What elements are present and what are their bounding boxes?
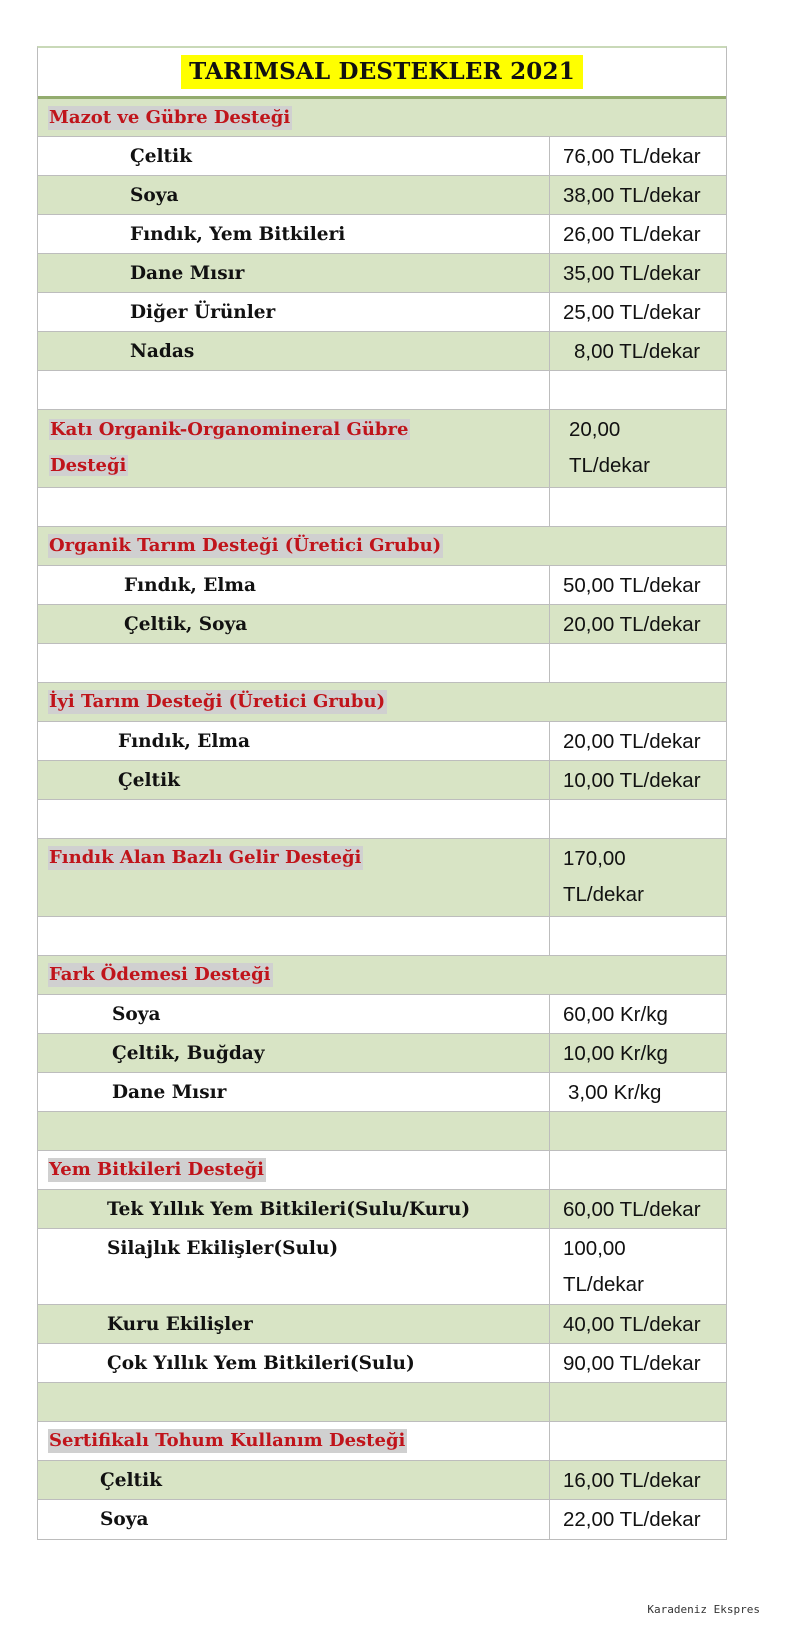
- item-name: Soya: [130, 185, 179, 206]
- section-header-row: [38, 956, 726, 995]
- section-header-fark: Fark Ödemesi Desteği: [49, 964, 271, 985]
- source-watermark: Karadeniz Ekspres: [647, 1603, 760, 1616]
- item-name: Fındık, Elma: [118, 731, 250, 752]
- item-name: Çeltik, Buğday: [112, 1043, 265, 1064]
- section-header-row: [38, 99, 726, 137]
- item-name: Fındık, Yem Bitkileri: [130, 224, 346, 245]
- table-row: [38, 839, 726, 917]
- item-value: 3,00 Kr/kg: [568, 1081, 662, 1104]
- item-name: Çeltik, Soya: [124, 614, 248, 635]
- item-value: 16,00 TL/dekar: [563, 1469, 701, 1492]
- item-value: 10,00 Kr/kg: [563, 1042, 668, 1065]
- item-value: [563, 1231, 683, 1303]
- item-name: Nadas: [130, 341, 195, 362]
- page-title: TARIMSAL DESTEKLER 2021: [181, 55, 583, 89]
- section-header-row: [38, 1422, 726, 1461]
- section-header-organik: Organik Tarım Desteği (Üretici Grubu): [49, 535, 442, 556]
- value-line: 20,00: [569, 418, 621, 441]
- section-header-organomineral: [48, 412, 471, 484]
- item-name: Çok Yıllık Yem Bitkileri(Sulu): [107, 1353, 415, 1374]
- value-line: TL/dekar: [569, 454, 650, 477]
- table-row: [38, 761, 726, 800]
- item-value: [569, 412, 689, 484]
- spacer-row: [38, 488, 726, 527]
- item-value: 35,00 TL/dekar: [563, 262, 701, 285]
- item-name: Silajlık Ekilişler(Sulu): [107, 1238, 339, 1259]
- table-row: [38, 1190, 726, 1229]
- item-name: Fındık, Elma: [124, 575, 256, 596]
- table-row: [38, 293, 726, 332]
- table-row: [38, 605, 726, 644]
- item-value: 60,00 Kr/kg: [563, 1003, 668, 1026]
- table-row: [38, 1034, 726, 1073]
- item-value: [563, 841, 683, 913]
- section-header-row: [38, 527, 726, 566]
- spacer-row: [38, 371, 726, 410]
- section-header-mazot: Mazot ve Gübre Desteği: [49, 107, 291, 128]
- table-row: [38, 1305, 726, 1344]
- table-row: [38, 215, 726, 254]
- support-table: [37, 46, 727, 1540]
- spacer-row: [38, 644, 726, 683]
- table-row: [38, 176, 726, 215]
- item-value: 25,00 TL/dekar: [563, 301, 701, 324]
- item-name: Diğer Ürünler: [130, 302, 276, 323]
- spacer-row: [38, 1383, 726, 1422]
- table-row: [38, 332, 726, 371]
- table-row: [38, 566, 726, 605]
- item-name: Tek Yıllık Yem Bitkileri(Sulu/Kuru): [107, 1199, 471, 1220]
- spacer-row: [38, 1112, 726, 1151]
- value-line: 100,00: [563, 1237, 626, 1260]
- item-value: 22,00 TL/dekar: [563, 1508, 701, 1531]
- item-value: 20,00 TL/dekar: [563, 730, 701, 753]
- section-header-iyi-tarim: İyi Tarım Desteği (Üretici Grubu): [49, 691, 386, 712]
- item-name: Çeltik: [100, 1470, 162, 1491]
- section-header-findik: Fındık Alan Bazlı Gelir Desteği: [49, 847, 362, 868]
- item-value: 76,00 TL/dekar: [563, 145, 701, 168]
- header-line: Katı Organik-Organomineral Gübre: [50, 419, 409, 440]
- item-name: Çeltik: [130, 146, 192, 167]
- item-name: Dane Mısır: [130, 263, 245, 284]
- spacer-row: [38, 800, 726, 839]
- section-header-row: [38, 683, 726, 722]
- item-name: Dane Mısır: [112, 1082, 227, 1103]
- item-value: 8,00 TL/dekar: [574, 340, 701, 363]
- value-line: TL/dekar: [563, 883, 644, 906]
- table-row: [38, 722, 726, 761]
- item-name: Çeltik: [118, 770, 180, 791]
- item-value: 10,00 TL/dekar: [563, 769, 701, 792]
- item-value: 40,00 TL/dekar: [563, 1313, 701, 1336]
- item-value: 38,00 TL/dekar: [563, 184, 701, 207]
- table-row: [38, 1344, 726, 1383]
- item-value: 50,00 TL/dekar: [563, 574, 701, 597]
- item-name: Soya: [112, 1004, 161, 1025]
- table-row: [38, 1229, 726, 1305]
- table-row: [38, 995, 726, 1034]
- item-value: 20,00 TL/dekar: [563, 613, 701, 636]
- value-line: TL/dekar: [563, 1273, 644, 1296]
- section-header-yem: Yem Bitkileri Desteği: [49, 1159, 264, 1180]
- title-row: [38, 48, 726, 99]
- item-value: 26,00 TL/dekar: [563, 223, 701, 246]
- table-row: [38, 1073, 726, 1112]
- table-row: [38, 1500, 726, 1539]
- table-row: [38, 137, 726, 176]
- table-row: [38, 1461, 726, 1500]
- spacer-row: [38, 917, 726, 956]
- value-line: 170,00: [563, 847, 626, 870]
- item-name: Kuru Ekilişler: [107, 1314, 253, 1335]
- section-header-tohum: Sertifikalı Tohum Kullanım Desteği: [49, 1430, 406, 1451]
- table-row: [38, 254, 726, 293]
- table-row: [38, 410, 726, 488]
- header-line: Desteği: [50, 455, 127, 476]
- item-value: 60,00 TL/dekar: [563, 1198, 701, 1221]
- section-header-row: [38, 1151, 726, 1190]
- item-value: 90,00 TL/dekar: [563, 1352, 701, 1375]
- item-name: Soya: [100, 1509, 149, 1530]
